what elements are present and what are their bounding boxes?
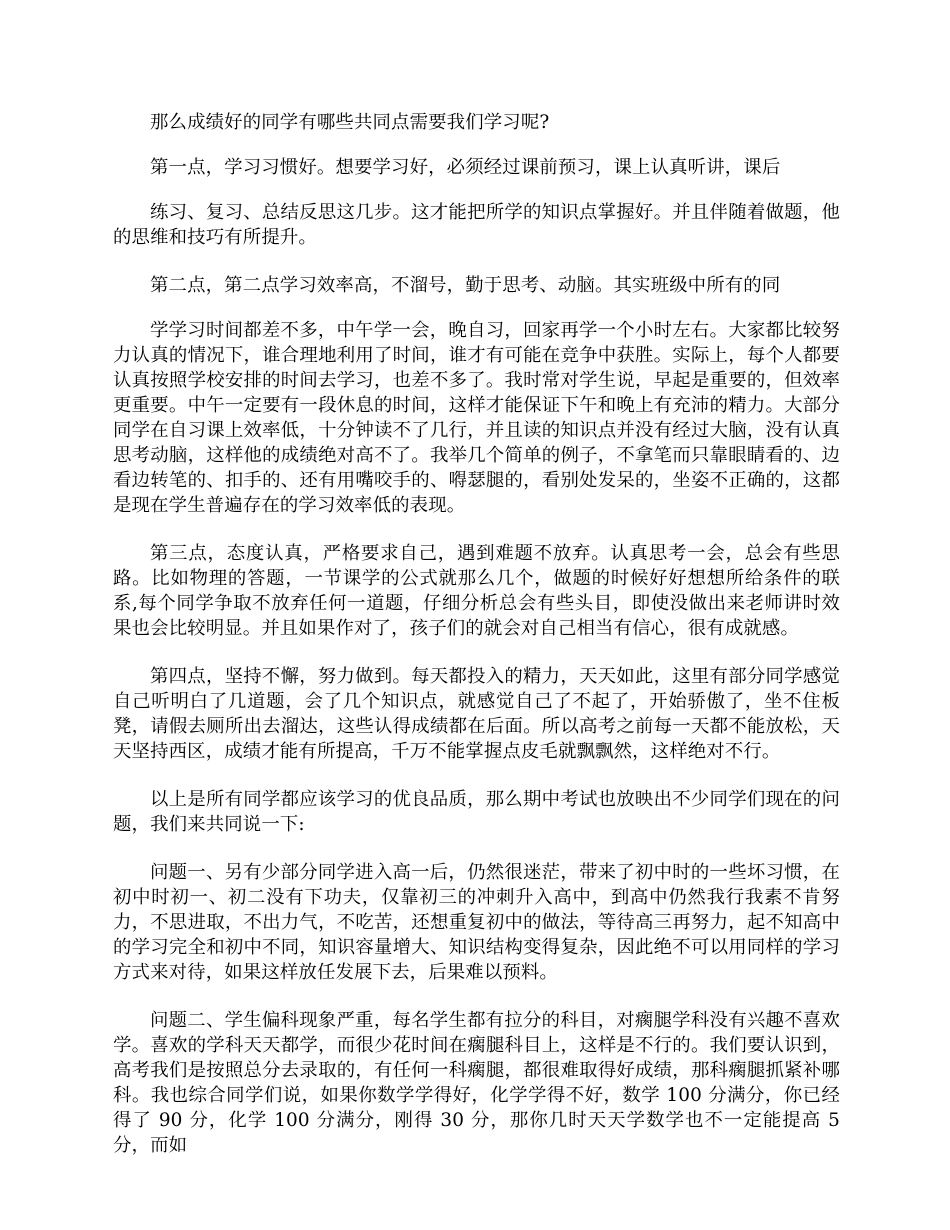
paragraph-point-three: 第三点，态度认真，严格要求自己，遇到难题不放弃。认真思考一会，总会有些思路。比如物理的答题，一节课学的公式就那么几个，做题的时候好好想想所给条件的联系,每个同学争取不放弃任何一道题，仔细分析总会有些头目，即使没做出来老师讲时效果也会比较明显。并且如果作对了，孩子们的就会对自己相当有信心，很有成就感。 xyxy=(113,543,840,639)
paragraph-point-two-start: 第二点，第二点学习效率高，不溜号，勤于思考、动脑。其实班级中所有的同 xyxy=(150,275,781,296)
document-body xyxy=(113,110,840,1181)
paragraph-point-one-start: 第一点，学习习惯好。想要学习好，必须经过课前预习，课上认真听讲，课后 xyxy=(150,157,781,178)
paragraph-summary: 以上是所有同学都应该学习的优良品质，那么期中考试也放映出不少同学们现在的问题，我们来共同说一下: xyxy=(113,789,840,835)
paragraph-problem-one: 问题一、另有少部分同学进入高一后，仍然很迷茫，带来了初中时的一些坏习惯，在初中时初一、初二没有下功夫，仅靠初三的冲刺升入高中，到高中仍然我行我素不肯努力，不思进取，不出力气，不吃苦，还想重复初中的做法，等待高三再努力，起不知高中的学习完全和初中不同，知识容量增大、知识结构变得复杂，因此绝不可以用同样的学习方式来对待，如果这样放任发展下去，后果难以预料。 xyxy=(113,862,840,983)
paragraph-point-two-cont: 学学习时间都差不多，中午学一会，晚自习，回家再学一个小时左右。大家都比较努力认真的情况下，谁合理地利用了时间，谁才有可能在竞争中获胜。实际上，每个人都要认真按照学校安排的时间去学习，也差不多了。我时常对学生说，早起是重要的，但效率更重要。中午一定要有一段休息的时间，这样才能保证下午和晚上有充沛的精力。大部分同学在自习课上效率低，十分钟读不了几行，并且读的知识点并没有经过大脑，没有认真思考动脑，这样他的成绩绝对高不了。我举几个简单的例子，不拿笔而只靠眼睛看的、边看边转笔的、扣手的、还有用嘴咬手的、嘚瑟腿的，看别处发呆的，坐姿不正确的，这都是现在学生普遍存在的学习效率低的表现。 xyxy=(113,320,840,516)
paragraph-intro-question: 那么成绩好的同学有哪些共同点需要我们学习呢? xyxy=(150,112,550,133)
paragraph-problem-two: 问题二、学生偏科现象严重，每名学生都有拉分的科目，对瘸腿学科没有兴趣不喜欢学。喜欢的学科天天都学，而很少花时间在瘸腿科目上，这样是不行的。我们要认识到，高考我们是按照总分去录取的，有任何一科瘸腿，都很难取得好成绩，那科瘸腿抓紧补哪科。我也综合同学们说，如果你数学学得好，化学学得不好，数学 100 分满分，你已经得了 90 分，化学 100 分满分，刚得 30 分，那你几时天天学数学也不一定能提高 5 分，而如 xyxy=(113,1010,840,1156)
paragraph-point-one-cont: 练习、复习、总结反思这几步。这才能把所学的知识点掌握好。并且伴随着做题，他的思维和技巧有所提升。 xyxy=(113,202,840,248)
paragraph-point-four: 第四点，坚持不懈，努力做到。每天都投入的精力，天天如此，这里有部分同学感觉自己听明白了几道题，会了几个知识点，就感觉自己了不起了，开始骄傲了，坐不住板凳，请假去厕所出去溜达，这些认得成绩都在后面。所以高考之前每一天都不能放松，天天坚持西区，成绩才能有所提高，千万不能掌握点皮毛就飘飘然，这样绝对不行。 xyxy=(113,666,840,762)
